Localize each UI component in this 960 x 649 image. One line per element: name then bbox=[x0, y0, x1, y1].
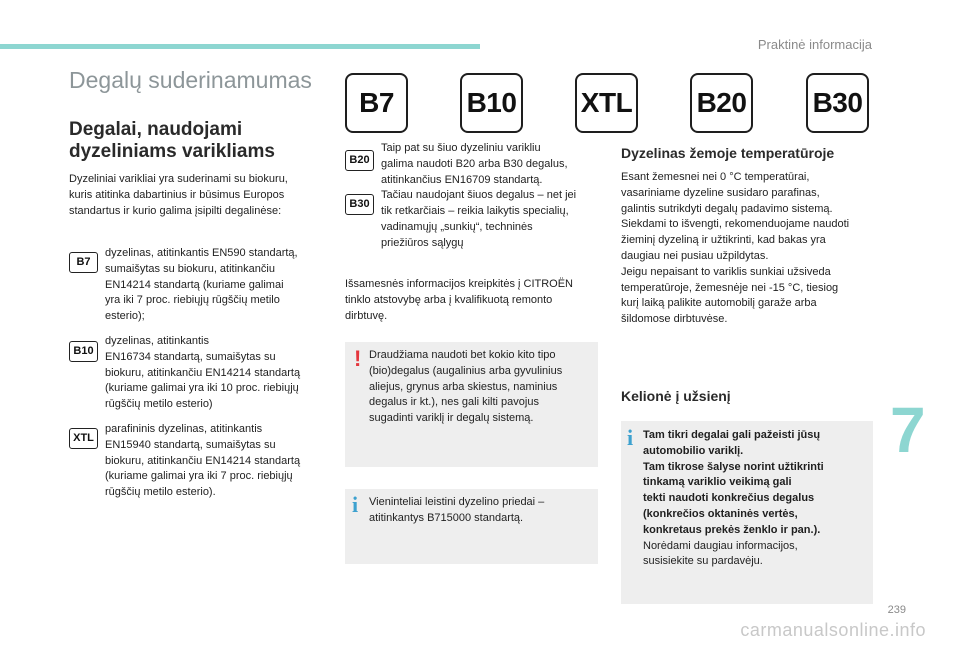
list-item-xtl: parafininis dyzelinas, atitinkantis EN15940 standartą, sumaišytas su biokuru, atitinkančiu EN14214 standartą (kuriame galimai yra iki 7 proc. riebiųjų rūgščių metilo esterio). bbox=[105, 423, 301, 499]
more-info-paragraph: Išsamesnės informacijos kreipkitės į CITROËN tinklo atstovybę arba į kvalifikuotą remonto dirbtuvę. bbox=[345, 278, 574, 322]
exclamation-icon: ! bbox=[354, 346, 362, 371]
diesel-fuels-heading: Degalai, naudojami dyzeliniams varikliams bbox=[69, 119, 275, 162]
chapter-number: 7 bbox=[890, 394, 926, 466]
b20-b30-paragraph: Taip pat su šiuo dyzeliniu varikliu galima naudoti B20 arba B30 degalus, atitinkančius EN16709 standartą. Tačiau naudojant šiuos degalus – net jei tik retkarčiais – reikia laikytis specialių, vadinamųjų „sunkių“, techninės priežiūros sąlygų bbox=[381, 142, 577, 249]
info-icon: i bbox=[627, 425, 634, 450]
fuel-badge-b30: B30 bbox=[806, 73, 869, 133]
travel-text: Tam tikri degalai gali pažeisti jūsų automobilio variklį. Tam tikrose šalyse norint užtikrinti tinkamą variklio veikimą gali tekti naudoti konkrečius degalus (konkrečios oktaninės vertės, konkretaus prekės ženklo ir pan.). Norėdami daugiau informacijos, susisiekite su pardavėju. bbox=[643, 429, 824, 568]
fuel-badge-small-xtl: XTL bbox=[69, 428, 98, 449]
list-item-b7: dyzelinas, atitinkantis EN590 standartą, sumaišytas su biokuru, atitinkančiu EN14214 standartą (kuriame galimai yra iki 7 proc. riebiųjų rūgščių metilo esterio); bbox=[105, 247, 298, 323]
travel-abroad-heading: Kelionė į užsienį bbox=[621, 388, 731, 404]
warning-text: Draudžiama naudoti bet kokio kito tipo (bio)degalus (augalinius arba gyvulinius aliejus, grynus arba skiestus, naminius degalus ir kt.), nes gali kilti pavojus sugadinti variklį ir degalų sistemą. bbox=[369, 349, 563, 425]
header-accent-bar bbox=[0, 44, 480, 49]
info-icon: i bbox=[352, 492, 359, 517]
watermark: carmanualsonline.info bbox=[740, 620, 926, 640]
fuel-badge-small-b10: B10 bbox=[69, 341, 98, 362]
fuel-badge-b20: B20 bbox=[690, 73, 753, 133]
page-title: Degalų suderinamumas bbox=[69, 67, 312, 93]
section-title: Praktinė informacija bbox=[757, 37, 872, 52]
fuel-badge-small-b7: B7 bbox=[69, 252, 98, 273]
intro-paragraph: Dyzeliniai varikliai yra suderinami su biokuru, kuris atitinka dabartinius ir būsimus Europos standartus ir kurio galima įsipilti degalinėse: bbox=[69, 173, 288, 217]
cold-temperature-heading: Dyzelinas žemoje temperatūroje bbox=[621, 145, 835, 161]
cold-temperature-text: Esant žemesnei nei 0 °C temperatūrai, vasariniame dyzeline susidaro parafinas, galintis sutrikdyti degalų padavimo sistemą. Siekdami to išvengti, rekomenduojame naudoti žieminį dyzeliną ir užtikrinti, kad bakas yra daugiau nei pusiau užpildytas. Jeigu nepaisant to variklis sunkiai užsiveda temperatūroje, žemesnėje nei -15 °C, tiesiog kurį laiką palikite automobilį garaže arba šildomose dirbtuvėse. bbox=[621, 171, 850, 326]
fuel-badge-b7: B7 bbox=[345, 73, 408, 133]
fuel-badge-small-b30: B30 bbox=[345, 194, 374, 215]
additives-text: Vieninteliai leistini dyzelino priedai – atitinkantys B715000 standartą. bbox=[369, 496, 545, 524]
list-item-b10: dyzelinas, atitinkantis EN16734 standartą, sumaišytas su biokuru, atitinkančiu EN14214 standartą (kuriame galimai yra iki 10 proc. riebiųjų rūgščių metilo esterio) bbox=[105, 335, 301, 411]
page-number: 239 bbox=[887, 604, 906, 616]
fuel-badge-small-b20: B20 bbox=[345, 150, 374, 171]
fuel-badge-b10: B10 bbox=[460, 73, 523, 133]
fuel-badge-xtl: XTL bbox=[575, 73, 638, 133]
